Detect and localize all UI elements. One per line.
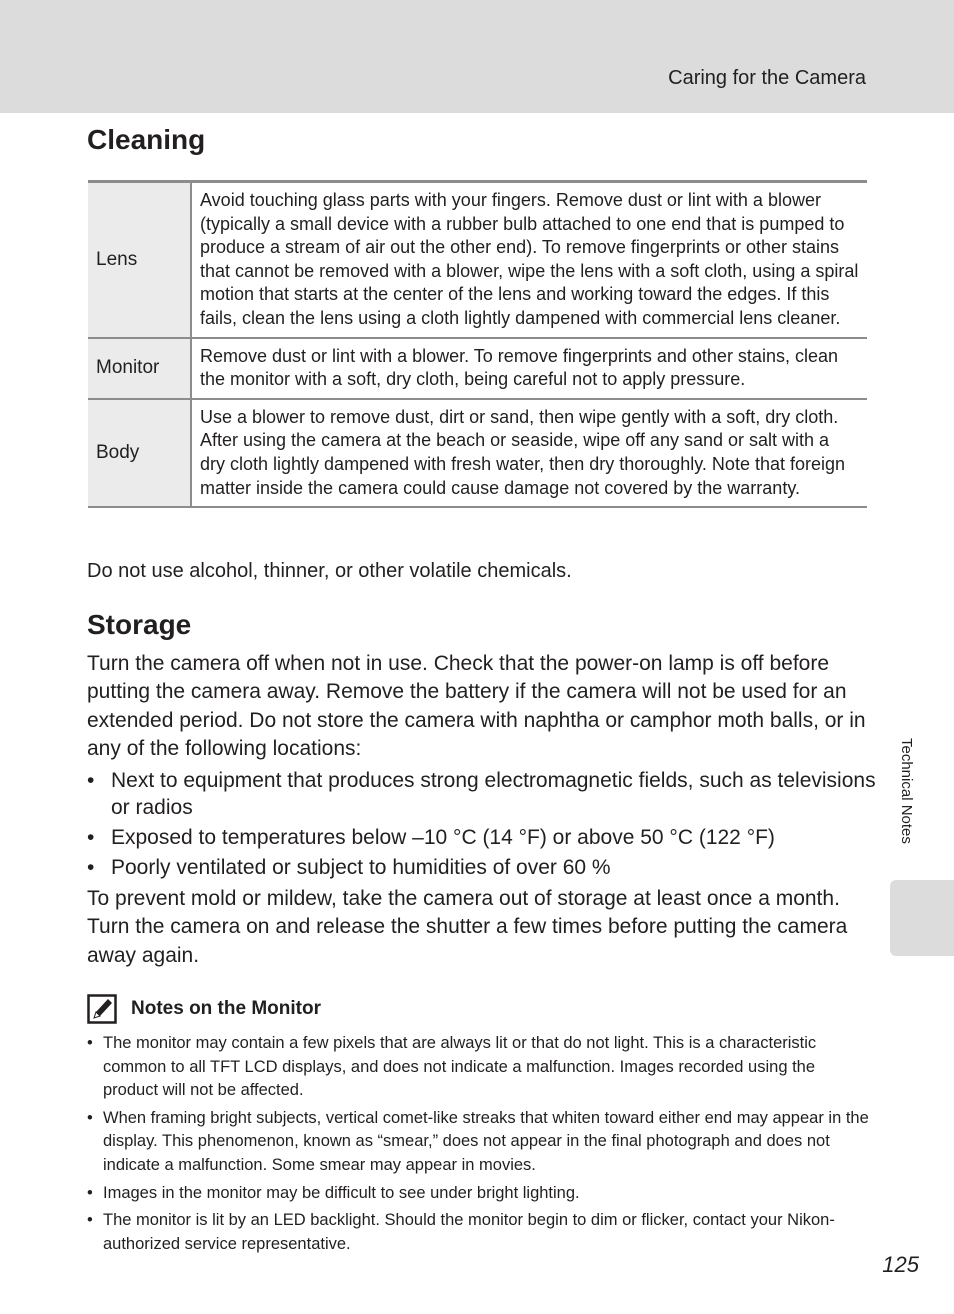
page-number: 125: [882, 1252, 919, 1277]
notes-title: Notes on the Monitor: [131, 998, 321, 1019]
table-row: [88, 399, 867, 507]
bullet-icon: •: [87, 769, 95, 793]
list-item-text: Next to equipment that produces strong electromagnetic fields, such as televisions or radios: [111, 769, 876, 820]
storage-heading: Storage: [87, 609, 192, 640]
list-item: [87, 1032, 872, 1103]
list-item-text: The monitor is lit by an LED backlight. Should the monitor begin to dim or flicker, contact your Nikon-authorized service representative.: [103, 1211, 835, 1253]
table-cell-description: Remove dust or lint with a blower. To remove fingerprints and other stains, clean the monitor with a soft, dry cloth, being careful not to apply pressure.: [191, 338, 867, 399]
list-item: [87, 824, 877, 851]
list-item-text: When framing bright subjects, vertical comet-like streaks that whiten toward either end may appear in the display. This phenomenon, known as “smear,” does not appear in the final photograph and does not indicate a malfunction. Some smear may appear in movies.: [103, 1108, 869, 1174]
list-item: [87, 767, 877, 821]
bullet-icon: •: [87, 1034, 93, 1052]
table-cell-description: Use a blower to remove dust, dirt or sand, then wipe gently with a soft, dry cloth. After using the camera at the beach or seaside, wipe off any sand or salt with a dry cloth lightly dampened with fresh water, then dry thoroughly. Note that foreign matter inside the camera could cause damage not covered by the warranty.: [191, 399, 867, 507]
bullet-icon: •: [87, 826, 95, 850]
notes-list: [87, 1032, 872, 1256]
cleaning-chemicals-note: Do not use alcohol, thinner, or other volatile chemicals.: [87, 560, 572, 582]
bullet-icon: •: [87, 1211, 93, 1230]
table-cell-description: Avoid touching glass parts with your fingers. Remove dust or lint with a blower (typically a small device with a rubber bulb attached to one end that is pumped to produce a stream of air out the other end). To remove fingerprints or other stains that cannot be removed with a blower, wipe the lens with a soft cloth, using a spiral motion that starts at the center of the lens and working toward the edges. If this fails, clean the lens using a cloth lightly dampened with commercial lens cleaner.: [200, 190, 859, 328]
list-item-text: Poorly ventilated or subject to humidities of over 60 %: [111, 856, 611, 880]
list-item: [87, 1209, 872, 1256]
table-cell-item: Monitor: [88, 338, 191, 399]
list-item: [87, 1107, 872, 1178]
monitor-notes: [87, 990, 872, 1260]
bullet-icon: •: [87, 1108, 93, 1127]
pencil-note-icon: [87, 994, 117, 1024]
storage-location-list: [87, 767, 877, 881]
side-tab-marker: [890, 880, 954, 956]
running-header: Caring for the Camera: [668, 67, 866, 89]
storage-section: [87, 650, 877, 970]
header-band: [0, 0, 954, 113]
table-row: [88, 182, 867, 338]
list-item: [87, 854, 877, 881]
bullet-icon: •: [87, 856, 95, 880]
storage-closing: To prevent mold or mildew, take the camera out of storage at least once a month. Turn the camera on and release the shutter a few times before putting the camera away again.: [87, 887, 848, 967]
table-cell-item: Lens: [88, 182, 191, 338]
table-row: [88, 338, 867, 399]
list-item-text: Exposed to temperatures below –10 °C (14 °F) or above 50 °C (122 °F): [111, 826, 775, 850]
cleaning-table: [88, 180, 867, 508]
bullet-icon: •: [87, 1183, 93, 1202]
list-item-text: Images in the monitor may be difficult to see under bright lighting.: [103, 1183, 580, 1202]
list-item: [87, 1182, 872, 1206]
list-item-text: The monitor may contain a few pixels that are always lit or that do not light. This is a characteristic common to all TFT LCD displays, and does not indicate a malfunction. Images recorded using the product will not be affected.: [103, 1034, 817, 1100]
storage-intro: Turn the camera off when not in use. Check that the power-on lamp is off before putting the camera away. Remove the battery if the camera will not be used for an extended period. Do not store the camera with naphtha or camphor moth balls, or in any of the following locations:: [87, 652, 866, 760]
cleaning-heading: Cleaning: [87, 124, 206, 155]
notes-header: [87, 990, 872, 1028]
table-cell-item: Body: [88, 399, 191, 507]
side-tab-label: Technical Notes: [898, 738, 915, 844]
